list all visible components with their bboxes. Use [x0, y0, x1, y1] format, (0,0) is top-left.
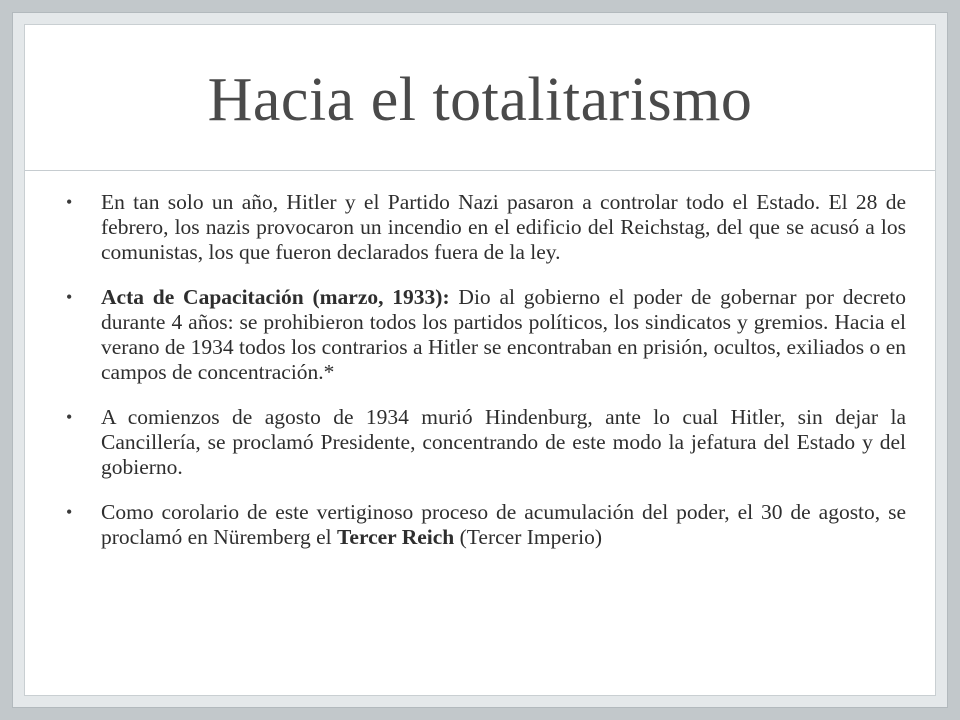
bullet-icon: •: [66, 502, 73, 522]
bullet-item-1: [61, 190, 906, 265]
slide-content: [61, 190, 906, 570]
slide: [24, 24, 936, 696]
slide-title: Hacia el totalitarismo: [207, 66, 753, 134]
bullet-text-after: (Tercer Imperio): [454, 525, 602, 549]
title-divider: [25, 170, 935, 171]
bullet-item-4: [61, 500, 906, 550]
bullet-text: Dio al gobierno el poder de gobernar por decreto durante 4 años: se prohibieron todos los partidos políticos, los sindicatos y gremios. Hacia el verano de 1934 todos los contrarios a Hitler se encontraban en prisión, ocultos, exiliados o en campos de concentración.*: [101, 285, 906, 384]
bullet-bold-inline: Tercer Reich: [337, 525, 455, 549]
bullet-icon: •: [66, 287, 73, 307]
bullet-text: A comienzos de agosto de 1934 murió Hindenburg, ante lo cual Hitler, sin dejar la Cancillería, se proclamó Presidente, concentrando de este modo la jefatura del Estado y del gobierno.: [101, 405, 906, 479]
bullet-icon: •: [66, 407, 73, 427]
bullet-text-before: Como corolario de este vertiginoso proceso de acumulación del poder, el 30 de agosto, se proclamó en Nüremberg el: [101, 500, 906, 549]
bullet-item-2: [61, 285, 906, 385]
title-area: [25, 25, 935, 170]
bullet-list: [61, 190, 906, 550]
bullet-item-3: [61, 405, 906, 480]
bullet-bold-prefix: Acta de Capacitación (marzo, 1933):: [101, 285, 450, 309]
bullet-text: En tan solo un año, Hitler y el Partido Nazi pasaron a controlar todo el Estado. El 28 de febrero, los nazis provocaron un incendio en el edificio del Reichstag, del que se acusó a los comunistas, los que fueron declarados fuera de la ley.: [101, 190, 906, 264]
bullet-icon: •: [66, 192, 73, 212]
